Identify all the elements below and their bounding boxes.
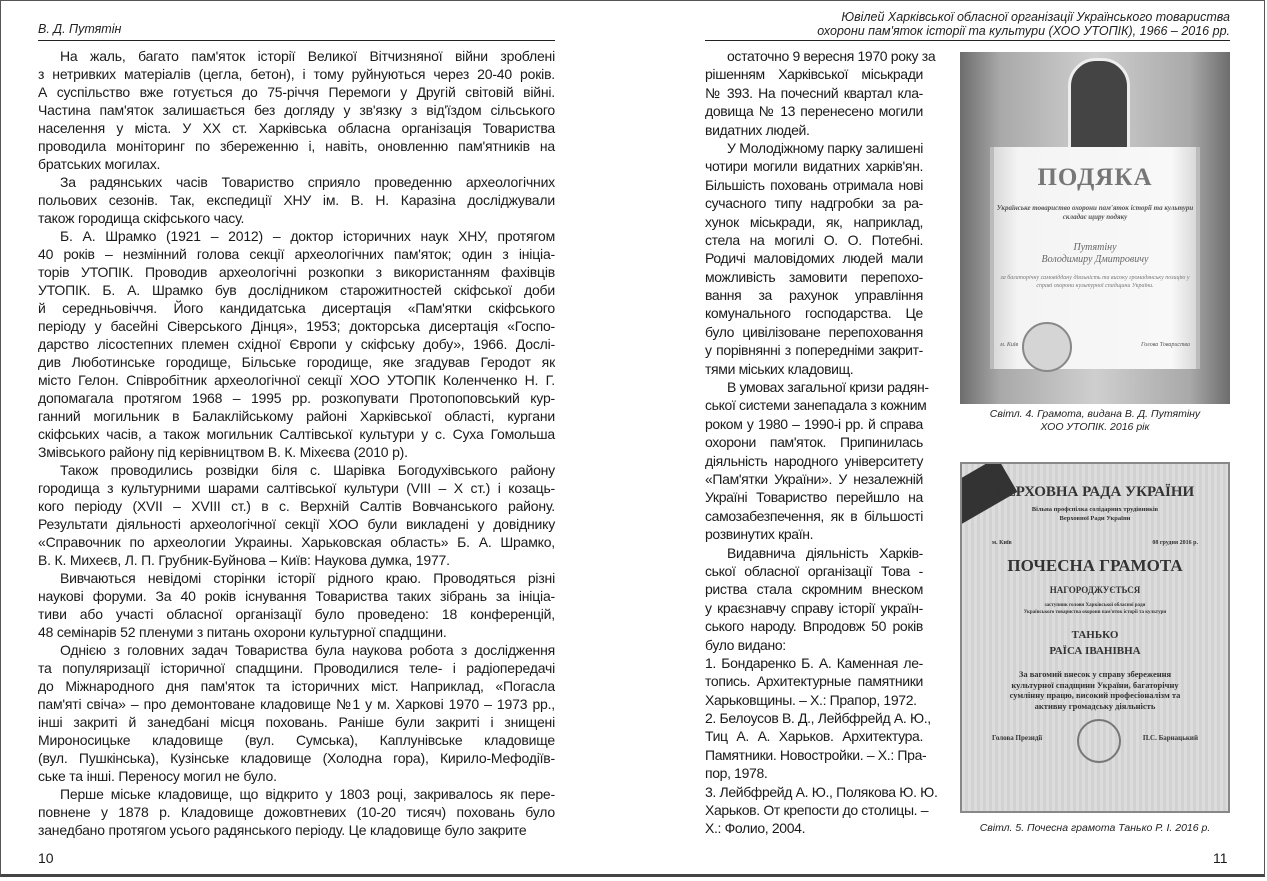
text-line: можливість замовити перепохо- <box>705 268 923 285</box>
paragraph <box>38 47 555 173</box>
text-line: місто Гелон. Співробітник археологічної секції ХОО УТОПІК Коленченко Н. Г. <box>38 372 555 388</box>
right-page-text-column <box>705 47 938 838</box>
text-line: пор, 1978. <box>705 765 768 782</box>
text-line: довища № 13 перенесено могили <box>705 103 923 120</box>
text-line: населення у міста. У XX ст. Харківська обласна організація Товариства <box>38 120 555 136</box>
text-line: польових сезонів. Так, експедиції ХНУ ім. В. Н. Каразіна досліджували <box>38 192 555 208</box>
text-line: дарство лісостепних племен східної Європи у скіфську добу», 1966. Дослі- <box>38 336 555 352</box>
text-line: Змівського району під керівництвом В. К. Міхеєва (2010 р). <box>38 444 408 460</box>
text-line: стела на могилі О. О. Потебні. <box>705 231 923 248</box>
text-line: розвинутих країн. <box>705 526 814 543</box>
diploma-name-2: РАЇСА ІВАНІВНА <box>1049 645 1141 657</box>
running-header-author: В. Д. Путятін <box>38 22 555 41</box>
left-page-text-column <box>38 47 555 839</box>
paragraph <box>705 47 936 139</box>
text-line: Результати діяльності археологічної секції ХОО були викладені у довіднику <box>38 516 555 532</box>
certificate-footer <box>1000 342 1190 348</box>
text-line: проводила моніторинг по збереженню і, навіть, оновленню пам'ятників на <box>38 138 555 154</box>
text-line: ського народу. Впродовж 50 років <box>705 618 923 635</box>
diploma-position-2: Українського товариства охорони пам'яток історії та культури <box>1023 610 1167 615</box>
text-line: занедбано протягом усього радянського періоду. Це кладовище було закрите <box>38 822 527 838</box>
text-line: та популяризації історичної спадщини. Проводилися теле- і радіопередачі <box>38 660 555 676</box>
text-line: В. К. Михеєв, Л. П. Грубник-Буйнова – Київ: Наукова думка, 1977. <box>38 552 450 568</box>
text-line: У Молодіжному парку залишені <box>727 139 923 156</box>
text-line: кого періоду (XVII – XVIII ст.) в с. Верхній Салтів Вовчанського району. <box>38 498 555 514</box>
diploma-place: м. Київ <box>992 540 1012 546</box>
paragraph <box>38 785 555 839</box>
diploma-signer-left: Голова Президії <box>992 734 1043 742</box>
paragraph <box>705 709 931 783</box>
diploma-reason: За вагомий внесок у справу збереження культурної спадщини України, багаторічну сумлінну працю, високий професіоналізм та активну громадську діяльність <box>1009 669 1181 711</box>
running-header-title <box>705 10 1230 41</box>
text-line: діяльність народного університету <box>705 452 923 469</box>
recipient-name: Володимиру Дмитровичу <box>1041 254 1149 265</box>
text-line: (вул. Пушкінська), Кузінське кладовище (Холодна гора), Кирило-Мефодіїв- <box>38 750 555 766</box>
text-line: рішенням Харківської міськради <box>705 66 923 83</box>
text-line: № 393. На почесний квартал кла- <box>705 84 923 101</box>
text-line: до Міжнародного дня пам'яток та історичних міст. Наприклад, «Погасла <box>38 678 555 694</box>
diploma-signer-right: П.С. Барнацький <box>1142 734 1198 742</box>
certificate-reason: за багаторічну самовіддану діяльність та високу громадянську позицію у справі охорони культурної спадщини України. <box>1000 275 1190 289</box>
diploma-position-1: заступник голови Харківської обласної ради <box>1044 603 1146 608</box>
text-line: вання за рахунок управління <box>705 287 923 304</box>
text-line: 2. Белоусов В. Д., Лейбфрейд А. Ю., <box>705 710 931 727</box>
text-line: було цивілізоване перепоховання <box>705 323 923 340</box>
text-line: сучасного типу надгробки за ра- <box>705 195 923 212</box>
text-line: чотири могили видатних харків'ян. <box>705 158 923 175</box>
text-line: див Люботинське городище, Більське городище, яке згадував Геродот як <box>38 354 555 370</box>
text-line: Тиц А. А. Харьков. Архитектура. <box>705 728 923 745</box>
text-line: Родичі маловідомих людей мали <box>705 250 923 267</box>
diploma-org: ВЕРХОВНА РАДА УКРАЇНИ <box>995 484 1195 500</box>
diploma-awarded: НАГОРОДЖУЄТЬСЯ <box>1049 585 1141 595</box>
text-line: Б. А. Шрамко (1921 – 2012) – доктор історичних наук ХНУ, протягом <box>60 228 555 244</box>
paragraph <box>38 641 555 785</box>
text-line: братських могилах. <box>38 156 161 172</box>
caption-line-2: ХОО УТОПІК. 2016 рік <box>1040 421 1150 433</box>
header-title-line-2: охорони пам'яток історії та культури (ХОО УТОПІК), 1966 – 2016 рр. <box>817 24 1230 38</box>
text-line: періоду у басейні Сіверського Дінця», 1953; докторська дисертація «Госпо- <box>38 318 555 334</box>
text-line: тиви або участі обласної організації було проведено: 18 конференцій, <box>38 606 555 622</box>
text-line: торів УТОПІК. Проводив археологічні розкопки з використанням фахівців <box>38 264 555 280</box>
text-line: ганний могильник в Балаклійському районі Харківської області, кургани <box>38 408 555 424</box>
certificate-signer: Голова Товариства <box>1141 342 1190 348</box>
text-line: Перше міське кладовище, що відкрито у 1803 році, закривалось як пере- <box>60 786 555 802</box>
text-line: 1. Бондаренко Б. А. Каменная ле- <box>705 654 923 671</box>
text-line: В умовах загальної кризи радян- <box>727 379 929 396</box>
text-line: ської системи занепадала з кожним <box>705 397 927 414</box>
text-line: Мироносицьке кладовище (вул. Сумська), Каплунівське кладовище <box>38 732 555 748</box>
text-line: й середньовіччя. Його кандидатська дисертація «Пам'ятки скіфського <box>38 300 555 316</box>
certificate-place: м. Київ <box>1000 342 1019 348</box>
text-line: А суспільство вже готується до 75-річчя Перемоги у Другій світовій війні. <box>38 84 555 100</box>
certificate-title: ПОДЯКА <box>1037 164 1153 191</box>
paragraph <box>38 227 555 461</box>
text-line: у краєзнавчу справу історії україн- <box>705 599 923 616</box>
diploma-name-1: ТАНЬКО <box>1071 629 1119 641</box>
text-line: риства стала скромним внеском <box>705 581 923 598</box>
text-line: Харьков. От крепости до столицы. – <box>705 802 929 819</box>
paragraph <box>705 378 929 544</box>
paragraph <box>705 544 923 654</box>
text-line: топись. Архитектурные памятники <box>705 673 923 690</box>
diploma-date: 08 грудня 2016 р. <box>1152 540 1198 546</box>
text-line: На жаль, багато пам'яток історії Великої Вітчизняної війни зроблені <box>60 48 555 64</box>
text-line: городища з культурними шарами салтівської культури (VIII – X ст.) і козаць- <box>38 480 555 496</box>
text-line: Україні Товариство перейшло на <box>705 489 923 506</box>
header-title-line-1: Ювілей Харківської обласної організації Українського товариства <box>841 10 1230 24</box>
text-line: Вивчаються невідомі сторінки історії рідного краю. Проводяться різні <box>60 570 555 586</box>
diploma-title: ПОЧЕСНА ГРАМОТА <box>1007 556 1183 575</box>
text-line: інші закриті й занедбані місця поховань. Раніше були закриті і знищені <box>38 714 555 730</box>
text-line: Х.: Фолио, 2004. <box>705 820 806 837</box>
caption-line-1: Світл. 4. Грамота, видана В. Д. Путятіну <box>989 408 1201 420</box>
figure-honorary-diploma <box>960 462 1230 813</box>
figure-5-caption: Світл. 5. Почесна грамота Танько Р. І. 2016 р. <box>979 822 1211 834</box>
text-line: Видавнича діяльність Харків- <box>727 544 923 561</box>
paragraph <box>38 569 555 641</box>
diploma-place-date <box>992 540 1198 546</box>
text-line: «Справочник по археологии Украины. Харьковская область» Б. А. Шрамко, <box>38 534 555 550</box>
text-line: самозабезпечення, як в більшості <box>705 507 923 524</box>
text-line: видатних людей. <box>705 121 810 138</box>
text-line: остаточно 9 вересня 1970 року за <box>727 48 936 64</box>
paragraph <box>38 173 555 227</box>
certificate-text: Українське товариство охорони пам'яток історії та культури складає щиру подяку <box>996 204 1194 221</box>
text-line: у порівнянні з попередніми закрит- <box>705 342 923 359</box>
diploma-sub-2: Верховної Ради України <box>1059 515 1131 522</box>
paragraph <box>705 783 938 838</box>
figure-4-caption <box>955 408 1235 434</box>
text-line: також городища скіфського часу. <box>38 210 245 226</box>
text-line: Частина пам'яток залишається без догляду у зв'язку з від'їздом сільського <box>38 102 555 118</box>
text-line: хунок міськради, як, наприклад, <box>705 213 923 230</box>
text-line: Однією з головних задач Товариства була наукова робота з дослідження <box>60 642 555 658</box>
paragraph <box>705 139 923 378</box>
text-line: Харьковщины. – Х.: Прапор, 1972. <box>705 691 917 708</box>
text-line: допомагала протягом 1968 – 1995 рр. розкопувати Протопоповський кур- <box>38 390 555 406</box>
text-line: ське та інші. Переносу могил не було. <box>38 768 277 784</box>
text-line: 40 років – незмінний голова секції археологічних пам'яток; один з ініціа- <box>38 246 555 262</box>
text-line: скіфських часів, а також могильник Салтівської культури у с. Суха Гомольша <box>38 426 555 442</box>
diploma-sub-1: Вільна профспілка солідарних трудівників <box>1031 506 1159 513</box>
text-line: 48 семінарів 52 пленуми з питань охорони культурної спадщини. <box>38 624 447 640</box>
text-line: роком у 1980 – 1990-і рр. й справа <box>705 415 923 432</box>
paragraph <box>38 461 555 569</box>
recipient-surname: Путятіну <box>1073 242 1117 253</box>
society-emblem-icon <box>1068 58 1130 158</box>
text-line: За радянських часів Товариство сприяло проведенню археологічних <box>60 174 555 190</box>
page-number-left: 10 <box>38 850 54 866</box>
text-line: комунального господарства. Це <box>705 305 923 322</box>
text-line: повнене у 1878 р. Кладовище дожовтневих (10-20 тисяч) поховань було <box>38 804 555 820</box>
text-line: тями міських кладовищ. <box>705 360 854 377</box>
text-line: з нетривких матеріалів (цегла, бетон), і тому руйнуються через 20-40 років. <box>38 66 555 82</box>
text-line: ської обласної організації Това - <box>705 562 923 579</box>
text-line: охорони пам'яток. Припинилась <box>705 434 923 451</box>
text-line: «Пам'ятки України». У незалежній <box>705 470 923 487</box>
text-line: наукові форуми. За 40 років існування Товариства таких зібрань за ініціа- <box>38 588 555 604</box>
paragraph <box>705 654 923 709</box>
text-line: 3. Лейбфрейд А. Ю., Полякова Ю. Ю. <box>705 783 938 800</box>
text-line: Також проводились розвідки біля с. Шарівка Богодухівського району <box>60 462 555 478</box>
text-line: Памятники. Новостройки. – Х.: Пра- <box>705 746 927 763</box>
text-line: Більшість поховань отримала нові <box>705 176 923 193</box>
text-line: УТОПІК. Б. А. Шрамко був дослідником старожитностей скіфської доби <box>38 282 555 298</box>
text-line: було видано: <box>705 636 786 653</box>
page-number-right: 11 <box>1213 850 1228 866</box>
text-line: пам'яті свіча» – про демонтоване кладовище №1 у м. Харкові 1970 – 1973 рр., <box>38 696 555 712</box>
figure-podyaka-certificate <box>960 52 1230 404</box>
certificate-recipient <box>990 242 1200 266</box>
diploma-signatures <box>992 734 1198 742</box>
